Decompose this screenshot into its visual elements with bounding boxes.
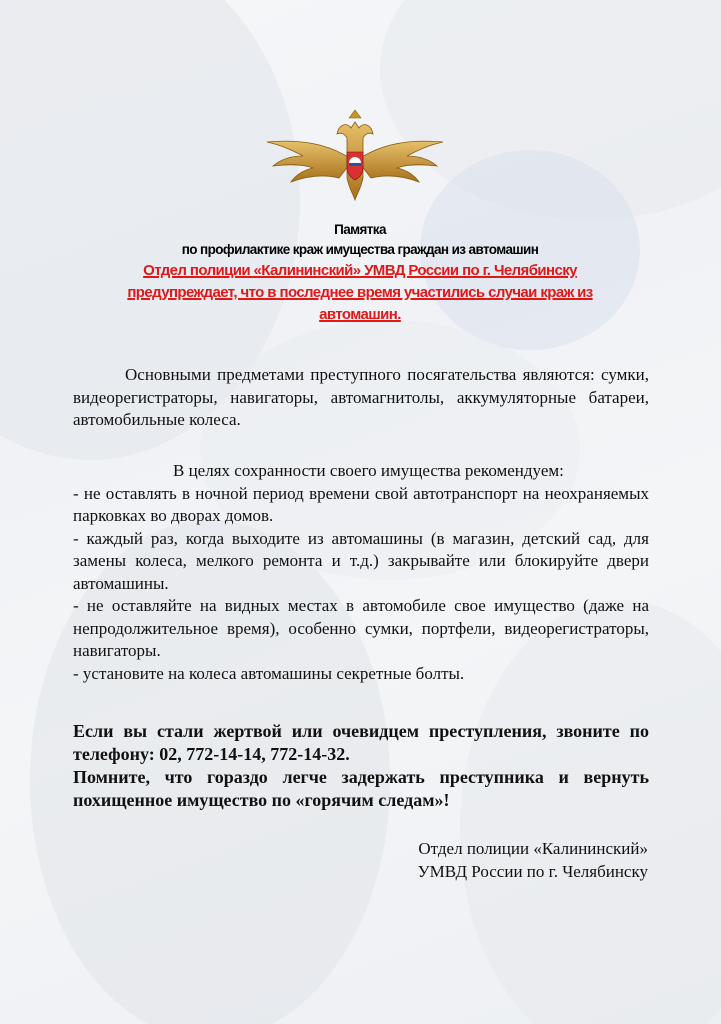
list-item: - каждый раз, когда выходите из автомашины (в магазин, детский сад, для замены колеса, мелкого ремонта и т.д.) закрывайте или блокируйте двери автомашины.	[73, 528, 649, 593]
emergency-call-text: Если вы стали жертвой или очевидцем преступления, звоните по телефону: 02, 772-14-14, 772-14-32.	[73, 721, 649, 764]
remember-text: Помните, что гораздо легче задержать преступника и вернуть похищенное имущество по «горячим следам»!	[73, 767, 649, 810]
signature-line-2: УМВД России по г. Челябинску	[417, 861, 648, 881]
list-item: - не оставляйте на видных местах в автомобиле свое имущество (даже на непродолжительное время), особенно сумки, портфели, видеорегистраторы, навигаторы.	[73, 596, 649, 660]
red-warning-line-1: Отдел полиции «Калининский» УМВД России по г. Челябинску	[143, 262, 577, 279]
document-title: Памятка	[334, 222, 386, 237]
recommendations-intro: В целях сохранности своего имущества рекомендуем:	[173, 461, 564, 480]
police-emblem-icon	[265, 108, 445, 208]
document-header	[60, 220, 660, 326]
recommendations-section	[73, 460, 649, 685]
signature	[418, 838, 648, 883]
intro-paragraph: Основными предметами преступного посягательства являются: сумки, видеорегистраторы, навигаторы, автомагнитолы, аккумуляторные батареи, автомобильные колеса.	[73, 365, 649, 429]
list-item: - установите на колеса автомашины секретные болты.	[73, 663, 465, 683]
warning-section	[73, 720, 649, 812]
document-subtitle: по профилактике краж имущества граждан из автомашин	[181, 242, 539, 257]
signature-line-1: Отдел полиции «Калининский»	[418, 839, 648, 858]
red-warning-line-3: автомашин.	[319, 306, 401, 323]
list-item: - не оставлять в ночной период времени свой автотранспорт на неохраняемых парковках во дворах домов.	[73, 483, 649, 525]
red-warning-line-2: предупреждает, что в последнее время участились случаи краж из	[127, 284, 593, 301]
